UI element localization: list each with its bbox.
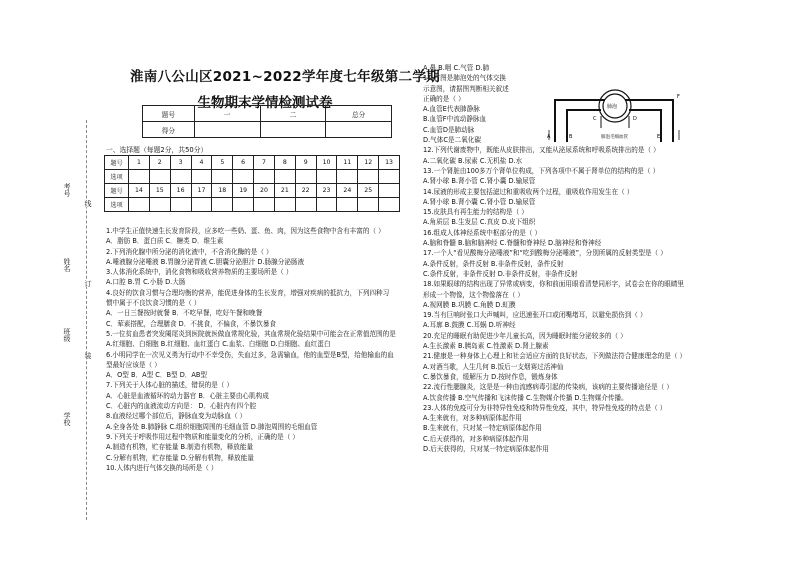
question-number-cell: 12 bbox=[358, 156, 379, 170]
name-label: 姓名 bbox=[63, 258, 71, 272]
answer-cell[interactable] bbox=[316, 170, 337, 184]
section-heading: 一、选择题（每题2分，共50分） bbox=[106, 146, 208, 154]
question-line: D.气体C是二氧化碳 bbox=[423, 136, 481, 145]
question-line: 9.下列关于呼吸作用过程中物质和能量变化的分析，正确的是（ ） bbox=[106, 432, 300, 441]
question-number-cell: 11 bbox=[337, 156, 358, 170]
question-number-cell: 22 bbox=[295, 184, 316, 198]
answer-cell[interactable] bbox=[191, 170, 212, 184]
line-mark: 线 bbox=[84, 200, 92, 207]
question-number-cell: 9 bbox=[295, 156, 316, 170]
question-line: 6.小明同学在一次见义勇为行动中不幸受伤，失血过多，急需输血，他的血型是B型，给他输血的血 bbox=[106, 350, 394, 359]
question-number-cell: 1 bbox=[129, 156, 150, 170]
answer-cell[interactable] bbox=[149, 170, 170, 184]
diagram-label-f: F bbox=[677, 94, 680, 100]
question-number-cell: 8 bbox=[274, 156, 295, 170]
question-line: A.肾小球 B.肾小囊 C.肾小管 D.输尿管 bbox=[423, 197, 536, 206]
school-label: 学校 bbox=[63, 412, 71, 426]
question-line: A.制造有机物，贮存能量 B.制造有机物，释放能量 bbox=[106, 443, 254, 452]
answer-cell[interactable] bbox=[337, 170, 358, 184]
question-number-cell: 20 bbox=[254, 184, 275, 198]
left-vessel bbox=[555, 100, 605, 142]
question-line: A.视网膜 B.巩膜 C.角膜 D.虹膜 bbox=[423, 300, 516, 309]
left-question-column bbox=[106, 226, 402, 473]
score-col-header: 总分 bbox=[326, 106, 392, 122]
question-number-cell: 10 bbox=[316, 156, 337, 170]
answer-cell[interactable] bbox=[274, 198, 295, 212]
score-col-header: 二 bbox=[260, 106, 326, 122]
question-number-cell: 18 bbox=[212, 184, 233, 198]
answer-cell[interactable] bbox=[129, 170, 150, 184]
question-number-cell: 21 bbox=[274, 184, 295, 198]
question-line: C.分解有机物，贮存能量 D.分解有机物，释放能量 bbox=[106, 453, 254, 462]
diagram-label-b: B bbox=[569, 134, 573, 140]
question-number-cell: 23 bbox=[316, 184, 337, 198]
answer-table bbox=[104, 155, 400, 212]
answer-cell[interactable] bbox=[233, 170, 254, 184]
seal-mark: 订 bbox=[84, 280, 92, 287]
bind-mark: 装 bbox=[84, 352, 92, 359]
question-line: A.脑和脊髓 B.脑和脑神经 C.脊髓和脊神经 D.脑神经和脊神经 bbox=[423, 239, 602, 248]
answer-cell[interactable] bbox=[254, 198, 275, 212]
question-number-cell: 19 bbox=[233, 184, 254, 198]
question-number-cell: 14 bbox=[129, 184, 150, 198]
question-number-cell: 5 bbox=[212, 156, 233, 170]
question-line: 4.良好的饮食习惯与合理均衡的营养，能促进身体的生长发育，增强对疾病的抵抗力，下列四种习 bbox=[106, 288, 390, 297]
score-col-header: 一 bbox=[194, 106, 260, 122]
question-line: C．心脏内的血液流动方向是： D．心脏内有四个腔 bbox=[106, 402, 257, 411]
question-line: 形成一个物像，这个物像落在（ ） bbox=[423, 290, 525, 299]
answer-cell[interactable] bbox=[149, 198, 170, 212]
question-line: A.生来就有，对多种病原体起作用 bbox=[423, 414, 522, 423]
question-line: 3.人体消化系统中，消化食物和吸收营养物质的主要场所是（ ） bbox=[106, 268, 293, 277]
question-line: A.血管E代表肺静脉 bbox=[423, 105, 480, 114]
answer-cell[interactable] bbox=[358, 198, 379, 212]
question-line: 2.下列消化腺中所分泌的消化液中，不含消化酶的是（ ） bbox=[106, 247, 273, 256]
question-line: 5.一位贫血患者突发阑尾炎到医院就医做血常规化验，其血常规化验结果中可能会在正常值范围的是 bbox=[106, 329, 396, 338]
question-line: 20.充足的睡眠有助促进少年儿童长高，因为睡眠时能分泌较多的（ ） bbox=[423, 331, 627, 340]
answer-cell[interactable] bbox=[233, 198, 254, 212]
question-line: A.鼻 B.咽 C.气管 D.肺 bbox=[423, 64, 490, 72]
question-line: 15.皮肤具有再生能力的结构是（ ） bbox=[423, 208, 528, 217]
question-line: A．一日三餐按时就餐 B．不吃早餐，吃好午餐和晚餐 bbox=[106, 309, 263, 318]
answer-row-label: 选项 bbox=[105, 198, 129, 212]
answer-cell[interactable] bbox=[170, 170, 191, 184]
binding-dashed-line bbox=[86, 120, 87, 520]
score-cell[interactable] bbox=[194, 122, 260, 138]
answer-cell[interactable] bbox=[295, 198, 316, 212]
question-line: 16.组成人体神经系统中枢部分的是（ ） bbox=[423, 228, 542, 237]
answer-cell[interactable] bbox=[129, 198, 150, 212]
question-line: A.唾液腺分泌唾液 B.胃腺分泌胃液 C.胆囊分泌胆汁 D.肠腺分泌肠液 bbox=[106, 257, 305, 266]
question-line: 13.一个肾脏由100多万个肾单位构成，下列各项中不属于肾单位的结构的是（ ） bbox=[423, 166, 660, 175]
question-line: 正确的是（ ） bbox=[423, 94, 465, 103]
question-line: A.全身各处 B.肺静脉 C.组织细胞周围的毛细血管 D.肺泡周围的毛细血管 bbox=[106, 422, 318, 431]
answer-cell[interactable] bbox=[379, 198, 400, 212]
answer-row-label: 选项 bbox=[105, 170, 129, 184]
question-line: C.后天获得的，对多种病原体起作用 bbox=[423, 434, 529, 443]
question-number-cell: 3 bbox=[170, 156, 191, 170]
question-line: D.后天获得的，只对某一特定病原体起作用 bbox=[423, 444, 549, 453]
question-number-cell: 17 bbox=[191, 184, 212, 198]
question-line: 1.中学生正值快速生长发育阶段，应多吃一些奶、蛋、鱼、肉，因为这些食物中含有丰富的（ ） bbox=[106, 227, 385, 235]
answer-cell[interactable] bbox=[191, 198, 212, 212]
question-line: A．心脏是血液循环的动力器官 B．心脏主要由心肌构成 bbox=[106, 391, 269, 400]
question-number-cell: 6 bbox=[233, 156, 254, 170]
question-line: C.条件反射，非条件反射 D.非条件反射，非条件反射 bbox=[423, 269, 578, 278]
score-col-header: 题号 bbox=[143, 106, 195, 122]
question-line: 型最好应该是（ ） bbox=[106, 360, 161, 369]
question-line: 17.一个人“看见酸梅分泌唾液”和“吃到酸梅分泌唾液”，分别所属的反射类型是（ ） bbox=[423, 249, 667, 258]
question-line: C.暴饮暴食，缓解压力 D.按时作息，锻炼身体 bbox=[423, 372, 558, 381]
question-line: 12.下列代谢废物中，既能从皮肤排出，又能从泌尿系统和呼吸系统排出的是（ ） bbox=[423, 146, 660, 155]
answer-cell[interactable] bbox=[274, 170, 295, 184]
answer-cell[interactable] bbox=[379, 170, 400, 184]
question-line: B.生来就有，只对某一特定病原体起作用 bbox=[423, 424, 542, 433]
diagram-label-capillary: 肺泡毛细血管 bbox=[601, 135, 628, 140]
question-number-cell: 25 bbox=[358, 184, 379, 198]
answer-cell[interactable] bbox=[316, 198, 337, 212]
diagram-label-a: A bbox=[547, 134, 551, 140]
score-row-label: 得分 bbox=[143, 122, 195, 138]
question-number-cell: 16 bbox=[170, 184, 191, 198]
question-line: A．O型 B．A型 C．B型 D．AB型 bbox=[106, 371, 208, 380]
question-line: 19.当有巨响时张口大声喊叫，应迅速张开口或闭嘴堵耳，以避免损伤到（ ） bbox=[423, 311, 647, 320]
question-line: 23.人体的免疫可分为非特异性免疫和特异性免疫，其中，特异性免疫的特点是（ ） bbox=[423, 403, 667, 412]
question-line: A.二氧化碳 B.尿素 C.无机盐 D.水 bbox=[423, 156, 523, 165]
question-line: 10.人体内进行气体交换的场所是（ ） bbox=[106, 463, 218, 472]
question-number-cell bbox=[379, 184, 400, 198]
answer-cell[interactable] bbox=[212, 170, 233, 184]
answer-cell[interactable] bbox=[295, 170, 316, 184]
question-line: C．荤素搭配，合理膳食 D．不挑食，不偏食，不暴饮暴食 bbox=[106, 319, 277, 328]
score-cell[interactable] bbox=[326, 122, 392, 138]
score-cell[interactable] bbox=[260, 122, 326, 138]
diagram-label-alveolus: 肺泡 bbox=[607, 104, 618, 110]
answer-row-label: 题号 bbox=[105, 156, 129, 170]
question-line: A.口腔 B.胃 C.小肠 D.大肠 bbox=[106, 278, 186, 287]
question-line: 18.如果眼球的结构出现了异常或病变，你和前面用眼看清楚同形字，试卷会在你的眼睛里 bbox=[423, 280, 685, 289]
question-line: 22.流行性腮腺炎，这是是一种由流感病毒引起的传染病，该病的主要传播途径是（ ） bbox=[423, 383, 673, 392]
question-line: 7.下列关于人体心脏的描述，错误的是（ ） bbox=[106, 381, 234, 390]
exam-number-label: 考号 bbox=[63, 183, 71, 197]
page-subtitle: 生物期末学情检测试卷 bbox=[197, 95, 333, 111]
answer-cell[interactable] bbox=[212, 198, 233, 212]
question-line: 惯中属于不良饮食习惯的是（ ） bbox=[106, 299, 201, 308]
question-number-cell: 24 bbox=[337, 184, 358, 198]
question-line: A.饮食传播 B.空气传播和飞沫传播 C.生物媒介传播 D.生物媒介传播。 bbox=[423, 393, 628, 402]
question-number-cell: 2 bbox=[149, 156, 170, 170]
question-line: A．脂肪 B．蛋白质 C．糖类 D．维生素 bbox=[106, 237, 224, 246]
question-line: A.耳廓 B.鼓膜 C.耳蜗 D.听神经 bbox=[423, 321, 516, 330]
question-line: A.条件反射，条件反射 B.非条件反射，条件反射 bbox=[423, 259, 564, 268]
alveolus-gas-exchange-diagram bbox=[545, 86, 685, 144]
class-label: 班级 bbox=[63, 328, 71, 342]
question-line: 11.右图是肺泡处的气体交换 bbox=[423, 74, 507, 83]
question-number-cell: 15 bbox=[149, 184, 170, 198]
diagram-label-c: C bbox=[593, 116, 597, 122]
question-line: C.血管D是肺动脉 bbox=[423, 125, 475, 134]
answer-cell[interactable] bbox=[170, 198, 191, 212]
diagram-label-e: E bbox=[657, 134, 661, 140]
answer-row-label: 题号 bbox=[105, 184, 129, 198]
question-line: A.角质层 B.生发层 C.真皮 D.皮下组织 bbox=[423, 218, 536, 227]
question-number-cell: 4 bbox=[191, 156, 212, 170]
question-line: B.血管F中流动静脉血 bbox=[423, 115, 487, 124]
question-line: A.生长激素 B.胰岛素 C.性激素 D.肾上腺素 bbox=[423, 342, 549, 351]
question-line: 14.尿液的形成主要包括滤过和重吸收两个过程，重吸收作用发生在（ ） bbox=[423, 187, 634, 196]
answer-cell[interactable] bbox=[254, 170, 275, 184]
question-line: A.对酒当歌，人生几何 B.饭后一支烟赛过活神仙 bbox=[423, 362, 564, 371]
diagram-label-d: D bbox=[633, 116, 637, 122]
score-table bbox=[142, 105, 392, 138]
question-line: 8.血液经过哪个部位后，静脉血变为动脉血（ ） bbox=[106, 412, 247, 421]
question-line: 示意图，请据图判断相关叙述 bbox=[423, 84, 509, 93]
question-line: A.红细胞、白细胞 B.红细胞、血红蛋白 C.血浆、白细胞 D.白细胞、血红蛋白 bbox=[106, 340, 331, 349]
answer-cell[interactable] bbox=[337, 198, 358, 212]
question-line: A.肾小球 B.肾小管 C.肾小囊 D.输尿管 bbox=[423, 177, 536, 186]
question-line: 21.健康是一种身体上心理上和社会适应方面的良好状态，下列做法符合健康理念的是（ ） bbox=[423, 352, 687, 361]
page-title: 淮南八公山区2021~2022学年度七年级第二学期 bbox=[130, 69, 440, 85]
question-number-cell: 7 bbox=[254, 156, 275, 170]
question-number-cell: 13 bbox=[379, 156, 400, 170]
answer-cell[interactable] bbox=[358, 170, 379, 184]
